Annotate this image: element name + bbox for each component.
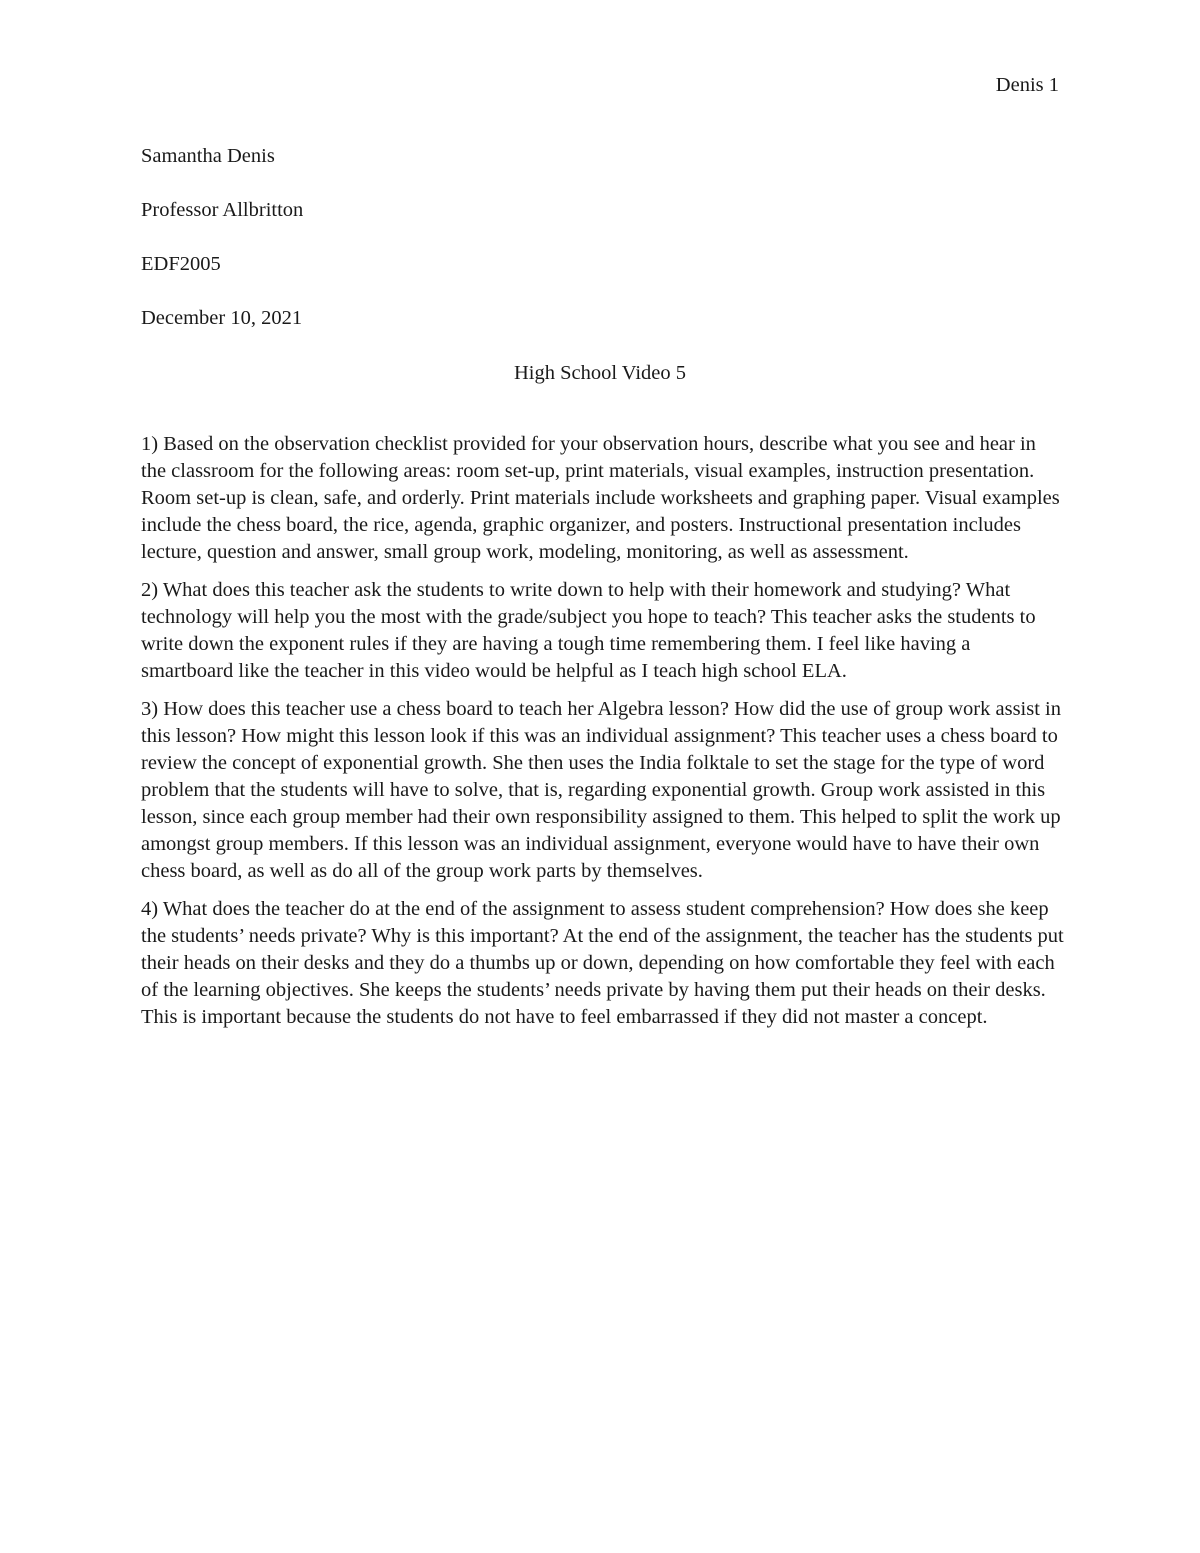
running-header: Denis 1	[995, 74, 1059, 96]
paragraph-question-3: 3) How does this teacher use a chess board to teach her Algebra lesson? How did the use of group work assist in this lesson? How might this lesson look if this was an individual assignment? This teacher uses a chess board to review the concept of exponential growth. She then uses the India folktale to set the stage for the type of word problem that the students will have to solve, that is, regarding exponential growth. Group work assisted in this lesson, since each group member had their own responsibility assigned to them. This helped to split the work up amongst group members. If this lesson was an individual assignment, everyone would have to have their own chess board, as well as do all of the group work parts by themselves.	[141, 698, 1061, 882]
professor-name: Professor Allbritton	[141, 199, 304, 221]
course-code: EDF2005	[141, 253, 221, 275]
paragraph-question-1: 1) Based on the observation checklist provided for your observation hours, describe what you see and hear in the classroom for the following areas: room set-up, print materials, visual examples, instruction presentation. Room set-up is clean, safe, and orderly. Print materials include worksheets and graphing paper. Visual examples include the chess board, the rice, agenda, graphic organizer, and posters. Instructional presentation includes lecture, question and answer, small group work, modeling, monitoring, as well as assessment.	[141, 433, 1060, 563]
document-date: December 10, 2021	[141, 307, 303, 329]
student-name: Samantha Denis	[141, 145, 275, 167]
heading-block	[141, 143, 1059, 359]
document-title: High School Video 5	[513, 362, 687, 384]
paragraph-question-2: 2) What does this teacher ask the students to write down to help with their homework and studying? What technology will help you the most with the grade/subject you hope to teach? This teacher asks the students to write down the exponent rules if they are having a tough time remembering them. I feel like having a smartboard like the teacher in this video would be helpful as I teach high school ELA.	[141, 579, 1036, 682]
paragraph-question-4: 4) What does the teacher do at the end of the assignment to assess student comprehension? How does she keep the students’ needs private? Why is this important? At the end of the assignment, the teacher has the students put their heads on their desks and they do a thumbs up or down, depending on how comfortable they feel with each of the learning objectives. She keeps the students’ needs private by having them put their heads on their desks. This is important because the students do not have to feel embarrassed if they did not master a concept.	[141, 898, 1064, 1028]
body-text	[141, 431, 1066, 1042]
